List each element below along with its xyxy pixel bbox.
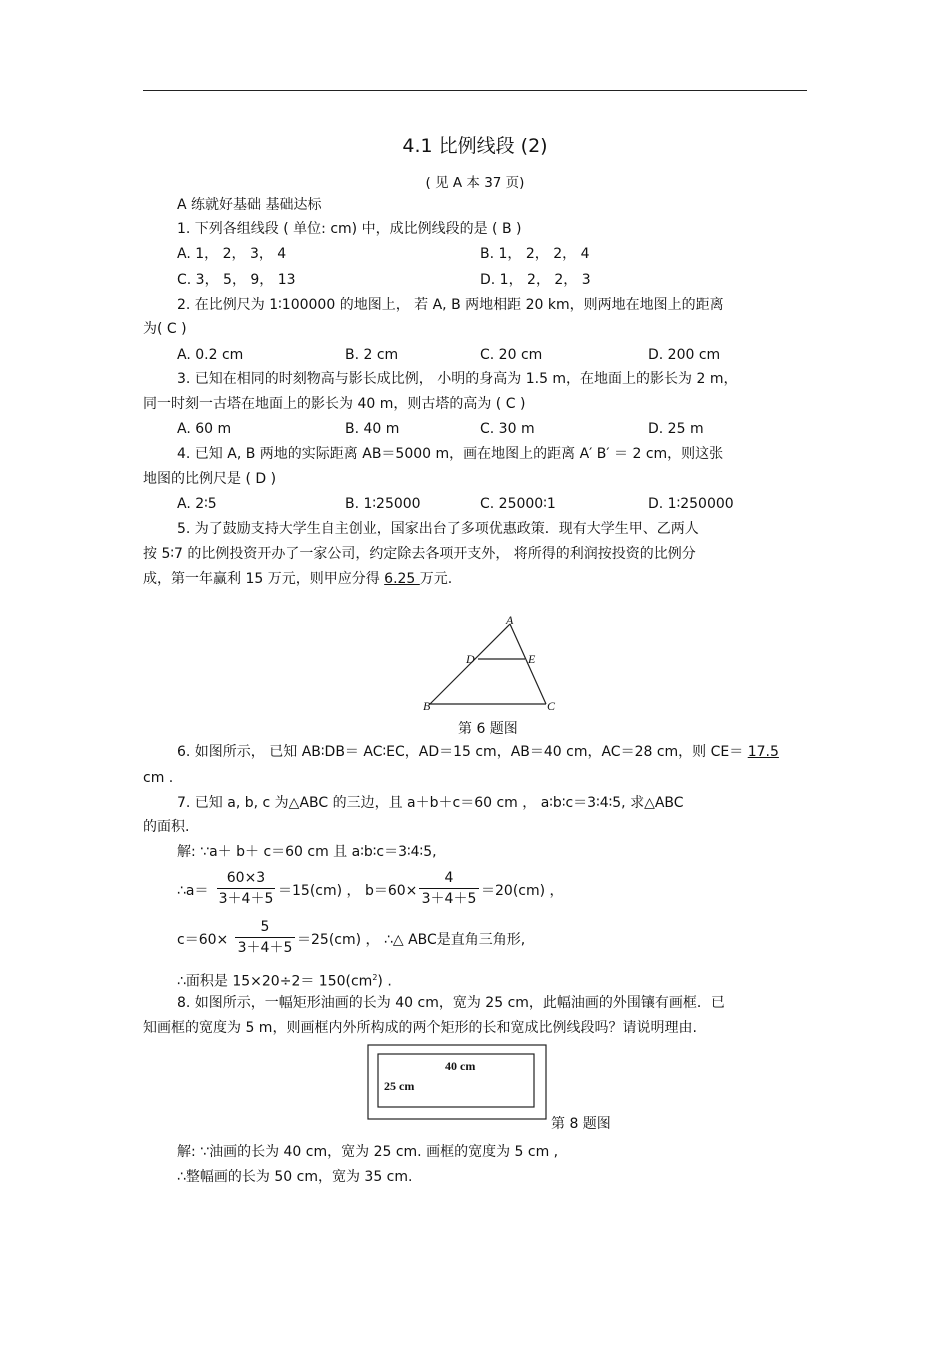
q6-line1: [177, 743, 779, 761]
q7-line2: 的面积.: [143, 819, 190, 835]
fraction-c-bar: [235, 937, 295, 938]
q3-option-a: A. 60 m: [177, 421, 232, 437]
q2-option-b: B. 2 cm: [345, 347, 399, 363]
q1-option-c: C. 3， 5， 9， 13: [177, 272, 296, 288]
q8-line2: 知画框的宽度为 5 m，则画框内外所构成的两个矩形的长和宽成比例线段吗？请说明理由.: [143, 1020, 697, 1036]
fraction-b-bar: [419, 888, 479, 889]
page-subtitle: ( 见 A 本 37 页): [425, 175, 525, 191]
q7-sol2-prefix: ∴a＝: [177, 883, 209, 899]
q3-option-c: C. 30 m: [480, 421, 535, 437]
q7-sol2-mid: ＝15(cm) ， b＝60×: [278, 883, 418, 899]
q1-option-b: B. 1， 2， 2， 4: [480, 246, 590, 262]
vertex-b-label: B: [423, 699, 431, 713]
q3-option-b: B. 40 m: [345, 421, 400, 437]
figure-6-triangle: [420, 612, 570, 714]
figure-6-caption: 第 6 题图: [458, 721, 518, 737]
section-label: A 练就好基础 基础达标: [177, 197, 322, 213]
q7-sol4-exponent: 2: [372, 973, 378, 982]
width-label: 25 cm: [384, 1079, 415, 1093]
fraction-a-bar: [217, 888, 275, 889]
fraction-b-numerator: 4: [444, 870, 454, 886]
q2-stem-line2: 为( C ): [143, 321, 187, 337]
fraction-c-numerator: 5: [260, 919, 270, 935]
q3-option-d: D. 25 m: [648, 421, 704, 437]
q5-line3-text: 成，第一年赢利 15 万元，则甲应分得: [143, 571, 385, 587]
page-title: 4.1 比例线段 (2): [402, 135, 548, 157]
q4-option-c: C. 25000∶1: [480, 496, 556, 512]
q2-stem-line1: 2. 在比例尺为 1∶100000 的地图上， 若 A, B 两地相距 20 km，则两地在地图上的距离: [177, 297, 724, 313]
fraction-a: [217, 869, 275, 908]
q4-option-b: B. 1∶25000: [345, 496, 421, 512]
fraction-a-denominator: 3＋4＋5: [218, 891, 274, 907]
q5-line3-end: 万元.: [419, 571, 453, 587]
q4-option-d: D. 1∶250000: [648, 496, 734, 512]
q1-stem: 1. 下列各组线段 ( 单位: cm) 中，成比例线段的是 ( B ): [177, 221, 522, 237]
q8-line1: 8. 如图所示，一幅矩形油画的长为 40 cm，宽为 25 cm，此幅油画的外围镶有画框．已: [177, 995, 725, 1011]
fraction-c-denominator: 3＋4＋5: [237, 940, 293, 956]
q2-option-c: C. 20 cm: [480, 347, 543, 363]
q3-stem-line1: 3. 已知在相同的时刻物高与影长成比例， 小明的身高为 1.5 m，在地面上的影长为 2 m，: [177, 371, 738, 387]
fraction-b: [419, 869, 479, 908]
vertex-c-label: C: [547, 699, 556, 713]
figure-8-caption: 第 8 题图: [551, 1116, 611, 1132]
q6-line2: cm .: [143, 770, 174, 786]
q4-stem-line2: 地图的比例尺是 ( D ): [143, 471, 277, 487]
q7-sol3-post: ＝25(cm) ， ∴△ ABC是直角三角形,: [297, 932, 526, 948]
top-rule: [143, 90, 807, 91]
length-label: 40 cm: [445, 1059, 476, 1073]
q8-solution-line2: ∴整幅画的长为 50 cm，宽为 35 cm.: [177, 1169, 413, 1185]
q7-solution-line4: [177, 969, 392, 991]
q7-sol4-end: ) .: [377, 973, 392, 990]
q1-option-d: D. 1， 2， 2， 3: [480, 272, 591, 288]
fraction-a-numerator: 60×3: [226, 870, 266, 886]
fraction-b-denominator: 3＋4＋5: [421, 891, 477, 907]
q5-answer: 6.25: [384, 571, 420, 587]
vertex-a-label: A: [506, 613, 514, 627]
q8-solution-line1: 解: ∵油画的长为 40 cm，宽为 25 cm. 画框的宽度为 5 cm ,: [177, 1144, 559, 1160]
q4-stem-line1: 4. 已知 A, B 两地的实际距离 AB＝5000 m，画在地图上的距离 A′ B′ ＝ 2 cm，则这张: [177, 446, 724, 462]
q5-line1: 5. 为了鼓励支持大学生自主创业，国家出台了多项优惠政策．现有大学生甲、乙两人: [177, 521, 699, 537]
q2-option-d: D. 200 cm: [648, 347, 721, 363]
vertex-d-label: D: [466, 652, 475, 666]
figure-8-frame: [367, 1044, 549, 1122]
q7-sol4-text: ∴面积是 15×20÷2＝ 150(cm: [177, 973, 373, 990]
q4-option-a: A. 2∶5: [177, 496, 217, 512]
q5-line2: 按 5∶7 的比例投资开办了一家公司，约定除去各项开支外， 将所得的利润按投资的比例分: [143, 546, 696, 562]
q7-sol2-post: ＝20(cm) ，: [481, 883, 564, 899]
q7-line1: 7. 已知 a, b, c 为△ABC 的三边，且 a＋b＋c＝60 cm ， a∶b∶c＝3∶4∶5, 求△ABC: [177, 795, 684, 811]
q2-option-a: A. 0.2 cm: [177, 347, 244, 363]
q5-line3: [143, 570, 452, 588]
q1-option-a: A. 1， 2， 3， 4: [177, 246, 287, 262]
q7-solution-line1: 解: ∵a＋ b＋ c＝60 cm 且 a∶b∶c＝3∶4∶5,: [177, 844, 437, 860]
vertex-e-label: E: [528, 652, 536, 666]
fraction-c: [235, 918, 295, 957]
q6-line1-text: 6. 如图所示， 已知 AB∶DB＝ AC∶EC，AD＝15 cm，AB＝40 cm，AC＝28 cm，则 CE＝: [177, 744, 748, 760]
q7-sol3-prefix: c＝60×: [177, 932, 229, 948]
q6-answer: 17.5: [747, 744, 779, 760]
q3-stem-line2: 同一时刻一古塔在地面上的影长为 40 m，则古塔的高为 ( C ): [143, 396, 526, 412]
